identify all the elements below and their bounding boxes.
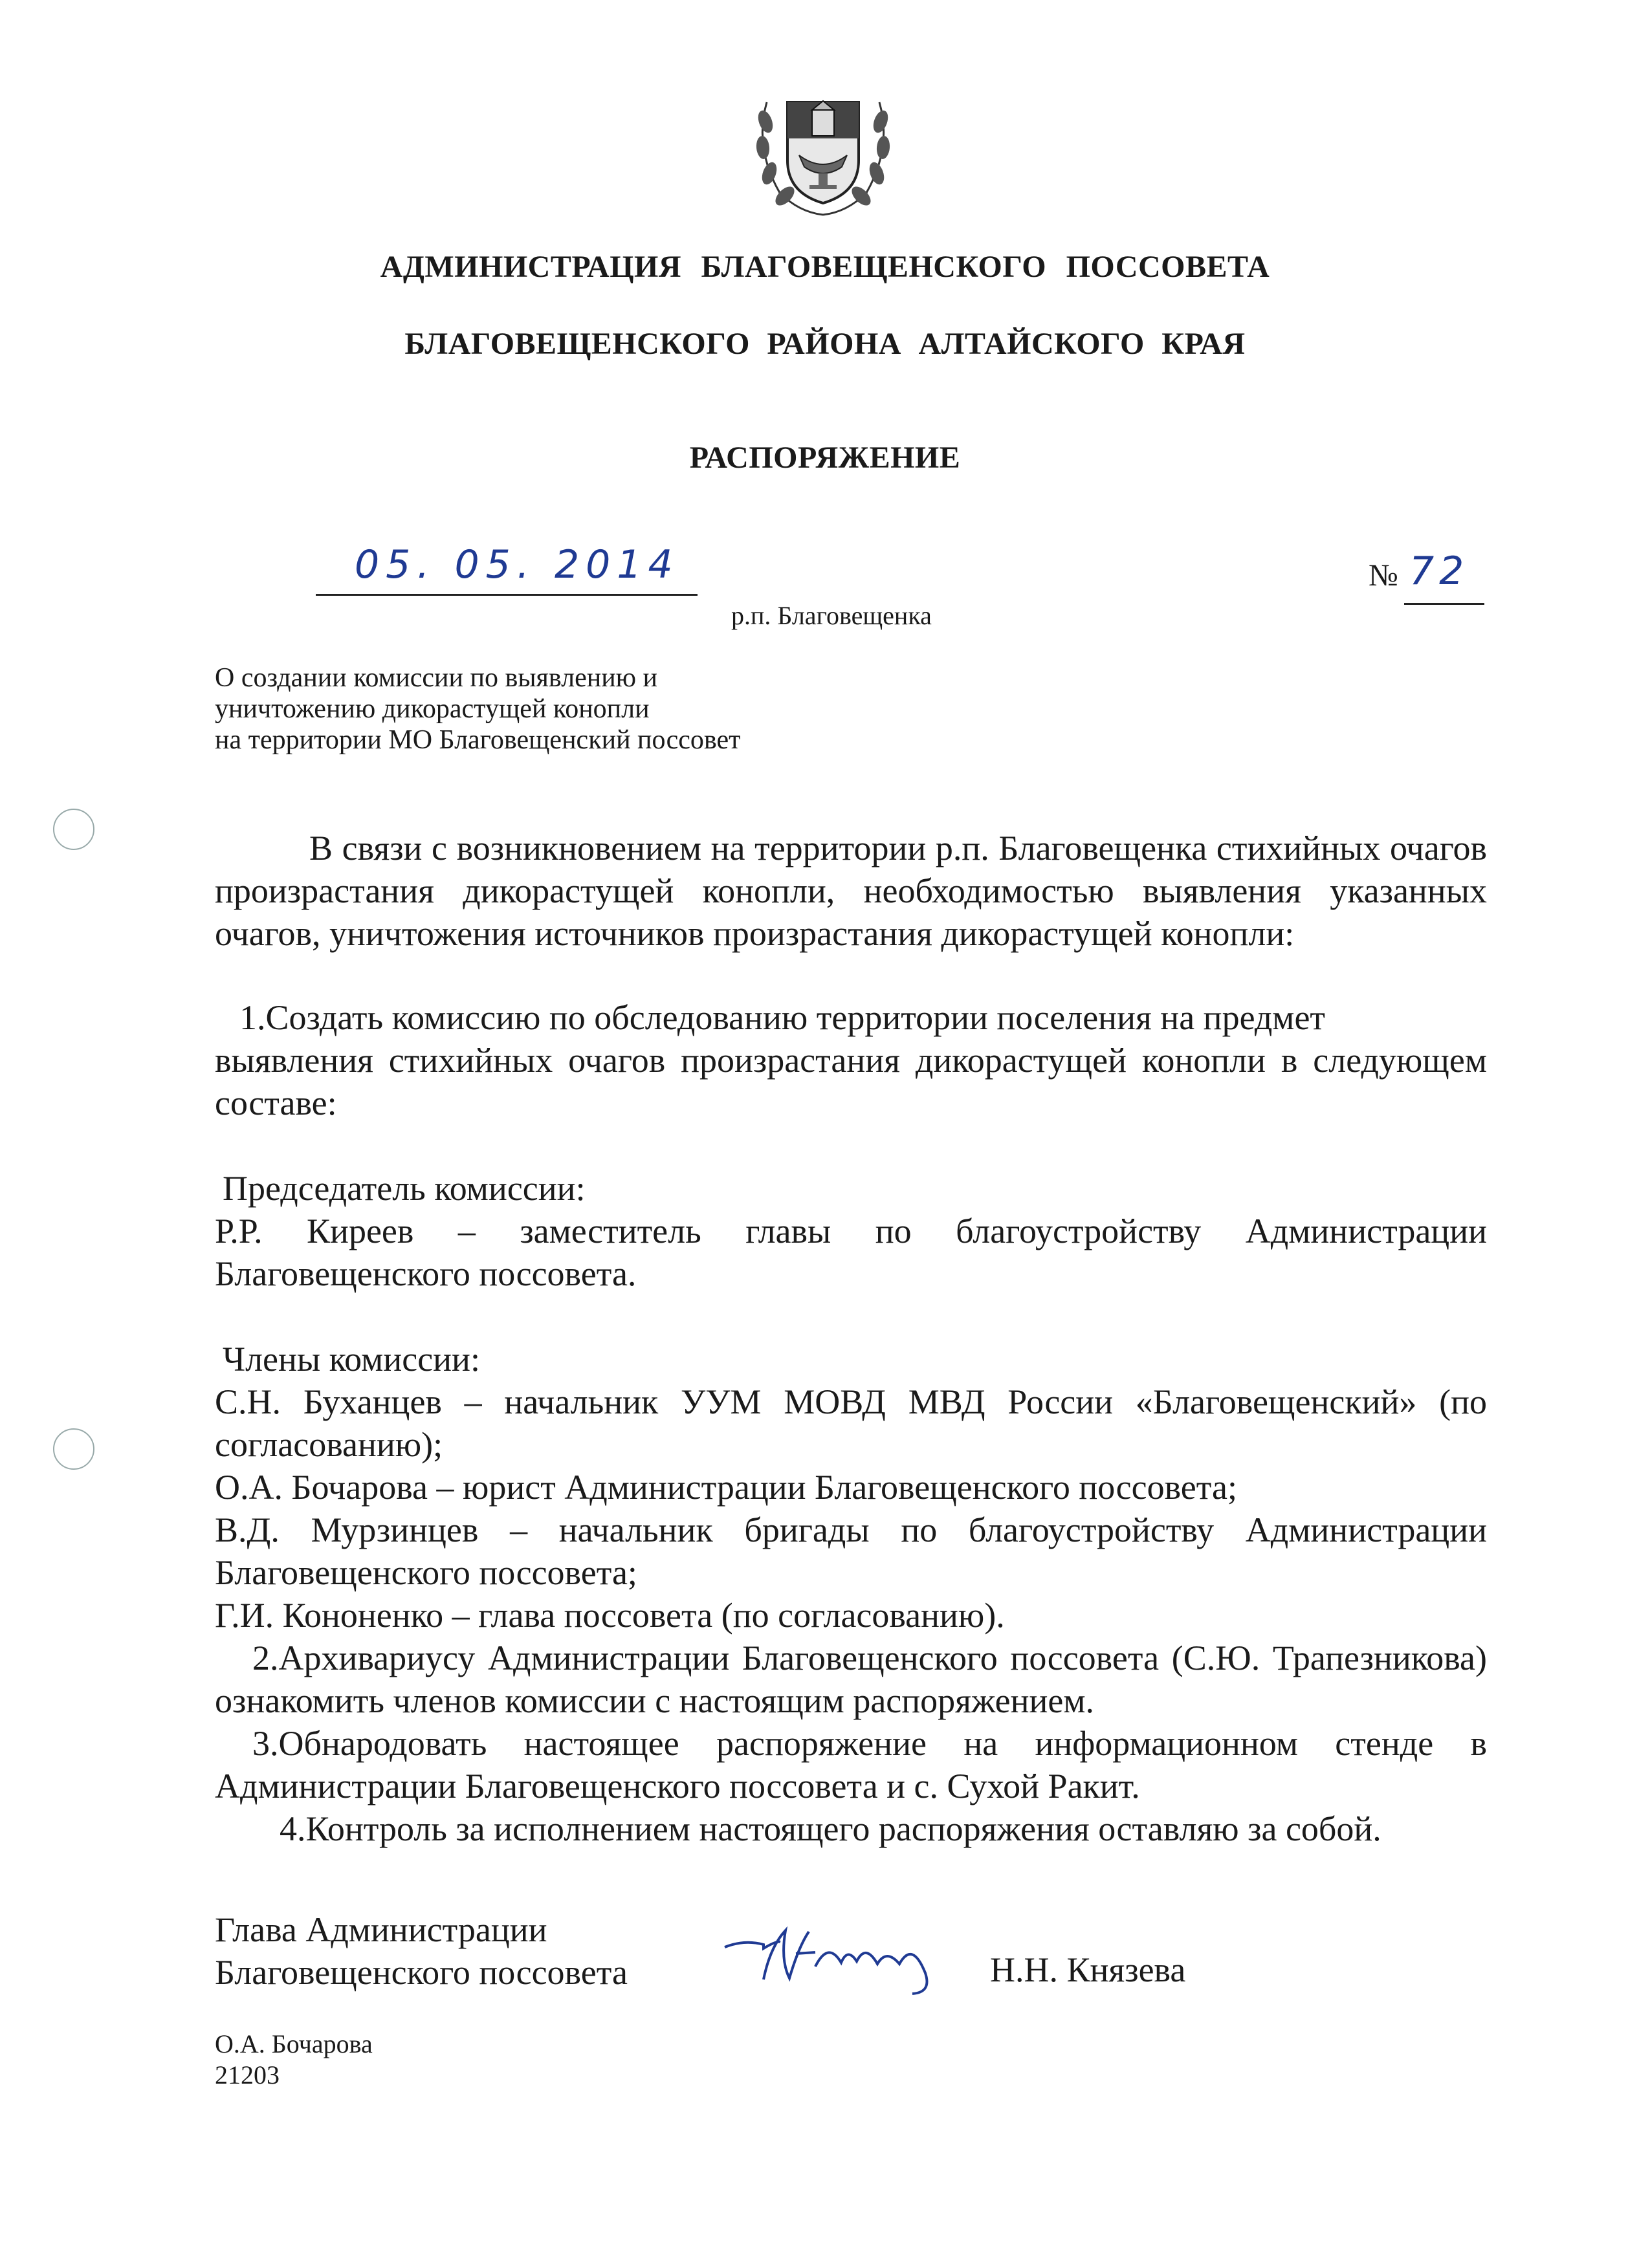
member-entry: В.Д. Мурзинцев – начальник бригады по благоустройству Администрации Благовещенского поссовета; (215, 1510, 1487, 1592)
item2-paragraph: 2.Архивариусу Администрации Благовещенского поссовета (С.Ю. Трапезникова) ознакомить членов комиссии с настоящим распоряжением. (215, 1639, 1487, 1720)
member-entry: С.Н. Буханцев – начальник УУМ МОВД МВД России «Благовещенский» (по согласованию); (215, 1382, 1487, 1464)
punch-hole-mark (53, 809, 94, 850)
subject-line: уничтожению дикорастущей конопли (215, 694, 650, 724)
signatory-position-line: Глава Администрации (215, 1910, 547, 1949)
handwritten-date: 05. 05. 2014 (355, 542, 679, 587)
item1-first-line: 1.Создать комиссию по обследованию территории поселения на предмет (239, 998, 1326, 1037)
item1-rest: выявления стихийных очагов произрастания дикорастущей конопли в следующем составе: (215, 1041, 1487, 1122)
chair-entry: Р.Р. Киреев – заместитель главы по благоустройству Администрации Благовещенского поссовета. (215, 1212, 1487, 1293)
punch-hole-mark (53, 1428, 94, 1470)
document-type-title: РАСПОРЯЖЕНИЕ (689, 441, 961, 475)
subject-line: на территории МО Благовещенский поссовет (215, 725, 741, 755)
handwritten-number: 72 (1409, 549, 1469, 594)
executor-name: О.А. Бочарова (215, 2029, 373, 2058)
org-title-line2: БЛАГОВЕЩЕНСКОГО РАЙОНА АЛТАЙСКОГО КРАЯ (404, 327, 1246, 361)
coat-of-arms-emblem (747, 76, 899, 221)
signatory-name: Н.Н. Князева (990, 1950, 1186, 1989)
members-heading: Члены комиссии: (223, 1340, 480, 1379)
org-title-line1: АДМИНИСТРАЦИЯ БЛАГОВЕЩЕНСКОГО ПОССОВЕТА (380, 250, 1270, 284)
signatory-position-line: Благовещенского поссовета (215, 1953, 628, 1992)
subject-line: О создании комиссии по выявлению и (215, 663, 658, 693)
member-entry: О.А. Бочарова – юрист Администрации Благовещенского поссовета; (215, 1468, 1237, 1507)
signatory-position (215, 1908, 628, 1994)
intro-paragraph: В связи с возникновением на территории р.п. Благовещенка стихийных очагов произрастания дикорастущей конопли, необходимостью выявления указанных очагов, уничтожения источников произрастания дикорастущей конопли: (215, 829, 1487, 953)
item3-paragraph: 3.Обнародовать настоящее распоряжение на информационном стенде в Администрации Благовещенского поссовета и с. Сухой Ракит. (215, 1724, 1487, 1805)
place-of-issue: р.п. Благовещенка (731, 601, 932, 630)
executor-block (215, 2029, 373, 2091)
item4-paragraph: 4.Контроль за исполнением настоящего распоряжения оставляю за собой. (280, 1809, 1381, 1848)
subject-block (215, 662, 740, 756)
executor-phone: 21203 (215, 2060, 280, 2089)
chair-heading: Председатель комиссии: (223, 1169, 586, 1208)
handwritten-signature (718, 1902, 951, 1999)
number-label: № (1369, 558, 1398, 593)
member-entry: Г.И. Кононенко – глава поссовета (по согласованию). (215, 1596, 1005, 1635)
